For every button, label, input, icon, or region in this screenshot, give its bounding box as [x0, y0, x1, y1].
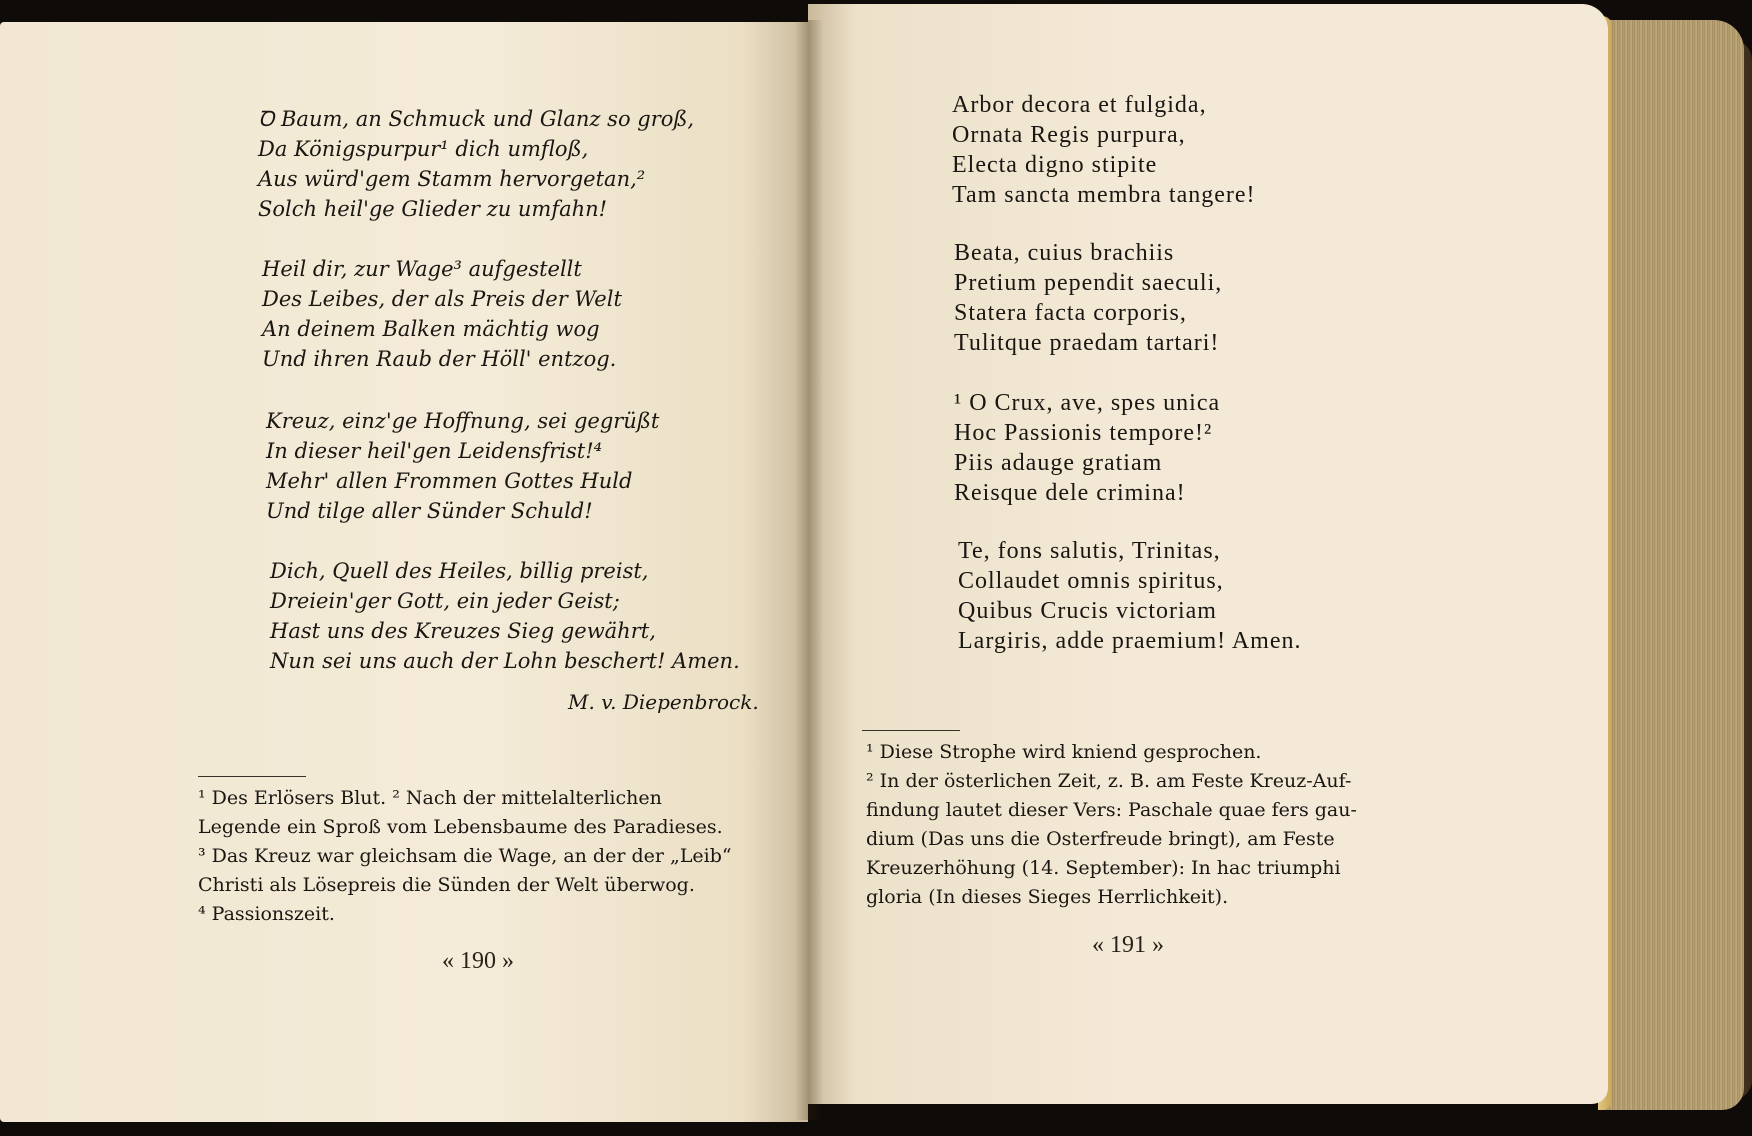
verse-line: Pretium pependit saeculi,: [954, 270, 1223, 296]
right-stanza-4: [958, 536, 1301, 656]
verse-line: Solch heil'ge Glieder zu umfahn!: [258, 197, 608, 221]
verse-line: Quibus Crucis victoriam: [958, 598, 1217, 624]
verse-line: Piis adauge gratiam: [954, 450, 1163, 476]
verse-line: Und tilge aller Sünder Schuld!: [266, 499, 593, 523]
page-block-edges: [1598, 20, 1744, 1110]
right-stanza-1: [952, 90, 1256, 210]
author-attribution: M. v. Diepenbrock.: [568, 690, 759, 714]
footnote-rule-right: [862, 730, 960, 731]
page-number-left: « 190 »: [442, 948, 514, 974]
verse-line: Te, fons salutis, Trinitas,: [958, 538, 1221, 564]
verse-line: Heil dir, zur Wage³ aufgestellt: [262, 257, 582, 281]
left-stanza-1: [258, 104, 694, 224]
verse-line: Nun sei uns auch der Lohn beschert! Amen.: [270, 649, 740, 673]
verse-line: Des Leibes, der als Preis der Welt: [262, 287, 622, 311]
footnote-line: findung lautet dieser Vers: Paschale quae fers gau-: [866, 799, 1357, 821]
verse-line: Electa digno stipite: [952, 152, 1158, 178]
footnote-line: Legende ein Sproß vom Lebensbaume des Paradieses.: [198, 816, 723, 838]
verse-line: An deinem Balken mächtig wog: [262, 317, 600, 341]
verse-line: Arbor decora et fulgida,: [952, 92, 1207, 118]
left-stanza-4: [270, 556, 740, 676]
footnote-line: gloria (In dieses Sieges Herrlichkeit).: [866, 886, 1229, 908]
footnote-line: Christi als Lösepreis die Sünden der Welt überwog.: [198, 874, 695, 896]
verse-line: Reisque dele crimina!: [954, 480, 1186, 506]
left-stanza-3: [266, 406, 659, 526]
verse-line: ¹ O Crux, ave, spes unica: [954, 390, 1221, 416]
right-footnotes: [866, 738, 1357, 912]
page-number-right: « 191 »: [1092, 932, 1164, 958]
verse-line: Da Königspurpur¹ dich umfloß,: [258, 137, 589, 161]
verse-line: Tam sancta membra tangere!: [952, 182, 1256, 208]
verse-line: Kreuz, einz'ge Hoffnung, sei gegrüßt: [266, 409, 660, 433]
footnote-line: dium (Das uns die Osterfreude bringt), am Feste: [866, 828, 1335, 850]
footnote-rule-left: [198, 776, 306, 777]
footnote-line: ¹ Des Erlösers Blut. ² Nach der mittelalterlichen: [198, 787, 662, 809]
right-stanza-2: [954, 238, 1222, 358]
footnote-line: ¹ Diese Strophe wird kniend gesprochen.: [866, 741, 1262, 763]
verse-line: Dreiein'ger Gott, ein jeder Geist;: [270, 589, 620, 613]
left-footnotes: [198, 784, 732, 929]
right-stanza-3: [954, 388, 1220, 508]
verse-line: Beata, cuius brachiis: [954, 240, 1175, 266]
verse-line: Hoc Passionis tempore!²: [954, 420, 1213, 446]
footnote-line: ³ Das Kreuz war gleichsam die Wage, an der der „Leib“: [198, 845, 732, 867]
verse-line: Hast uns des Kreuzes Sieg gewährt,: [270, 619, 656, 643]
footnote-line: ⁴ Passionszeit.: [198, 903, 335, 925]
verse-line: Dich, Quell des Heiles, billig preist,: [270, 559, 649, 583]
book-gutter: [795, 20, 823, 1120]
verse-line: Largiris, adde praemium! Amen.: [958, 628, 1302, 654]
verse-line: Und ihren Raub der Höll' entzog.: [262, 347, 617, 371]
verse-line: Tulitque praedam tartari!: [954, 330, 1220, 356]
left-stanza-2: [262, 254, 622, 374]
verse-line: Ꝺ Baum, an Schmuck und Glanz so groß,: [258, 107, 695, 131]
footnote-line: ² In der österlichen Zeit, z. B. am Feste Kreuz-Auf-: [866, 770, 1352, 792]
verse-line: Aus würd'gem Stamm hervorgetan,²: [258, 167, 646, 191]
verse-line: Mehr' allen Frommen Gottes Huld: [266, 469, 633, 493]
verse-line: Collaudet omnis spiritus,: [958, 568, 1224, 594]
verse-line: Ornata Regis purpura,: [952, 122, 1186, 148]
footnote-line: Kreuzerhöhung (14. September): In hac triumphi: [866, 857, 1341, 879]
verse-line: Statera facta corporis,: [954, 300, 1187, 326]
verse-line: In dieser heil'gen Leidensfrist!⁴: [266, 439, 603, 463]
